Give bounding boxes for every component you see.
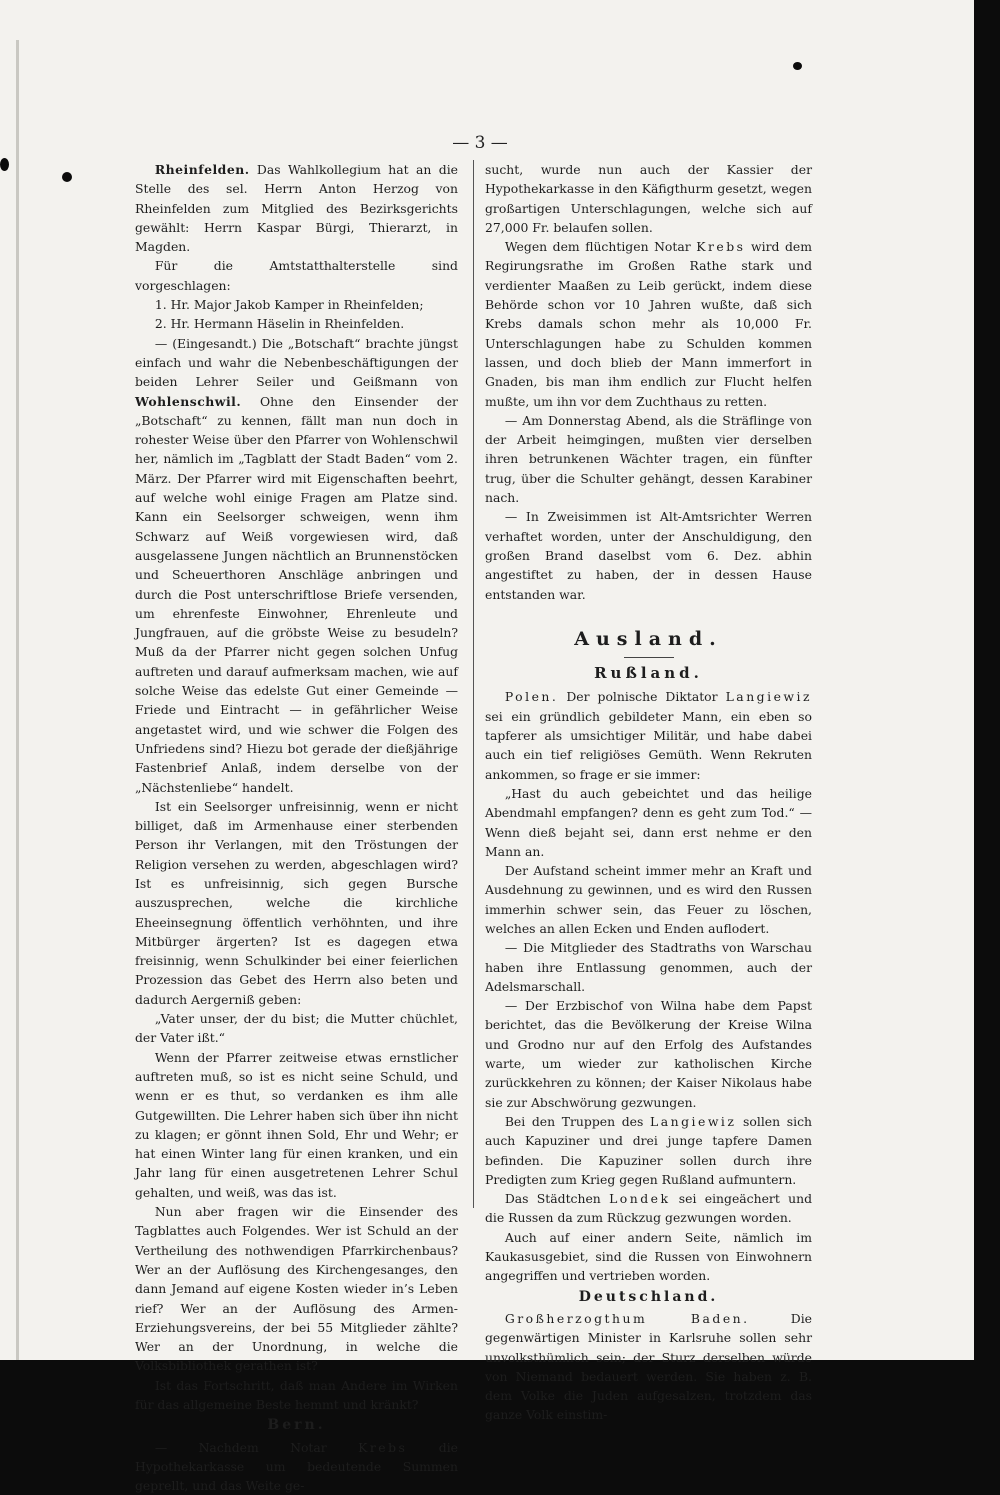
paragraph: Wenn der Pfarrer zeitweise etwas ernstlicher auftreten muß, so ist es nicht seine Schuld, und wenn er es thut, so verdanken es ihm alle Gutgewillten. Die Lehrer haben sich über ihn nicht zu klagen; er gönnt ihnen Sold, Ehr und Wehr; er hat einen Winter lang für einen kranken, und ein Jahr lang für einen ausgetretenen Lehrer Schul gehalten, und weiß, was das ist. [135, 1049, 458, 1200]
paragraph: Bei den Truppen des Langiewiz sollen sich auch Kapuziner und drei junge tapfere Damen befinden. Die Kapuziner sollen durch ihre Predigten zum Krieg gegen Rußland aufmuntern. [485, 1113, 812, 1187]
right-column [485, 160, 812, 1425]
paragraph: sucht, wurde nun auch der Kassier der Hypothekarkasse in den Käfigthurm gesetzt, wegen großartigen Unterschlagungen, welche sich auf 27,000 Fr. belaufen sollen. [485, 162, 812, 235]
name-spaced: Langiewiz [650, 1113, 737, 1129]
paragraph: — Der Erzbischof von Wilna habe dem Papst berichtet, das die Bevölkerung der Kreise Wilna und Grodno nur auf den Erfolg des Aufstandes warte, um wieder zur katholischen Kirche zurückkehren zu können; der Kaiser Nikolaus habe sie zur Abschwörung gezwungen. [485, 998, 812, 1110]
quote: „Vater unser, der du bist; die Mutter chüchlet, der Vater ißt.“ [135, 1011, 458, 1046]
paragraph: Ist das Fortschritt, daß man Andere im Wirken für das allgemeine Beste hemmt und kränkt? [135, 1377, 458, 1412]
place-heading: Rheinfelden. [154, 162, 250, 177]
name-spaced: Langiewiz [725, 689, 812, 705]
binding-hole [0, 158, 9, 171]
place-heading: Wohlenschwil. [135, 393, 242, 409]
name-spaced: Krebs [358, 1439, 408, 1455]
page-number: — 3 — [452, 133, 508, 153]
article-rheinfelden: Rheinfelden. Das Wahlkollegium hat an die Stelle des sel. Herrn Anton Herzog von Rheinfelden zum Mitglied des Bezirksgerichts gewählt: Herrn Kaspar Bürgi, Thierarzt, in Magden. [135, 162, 458, 255]
column-divider [473, 160, 474, 1208]
paragraph: Ist ein Seelsorger unfreisinnig, wenn er nicht billiget, daß im Armenhause einer sterbenden Person ihr Verlangen, mit den Tröstungen der Religion versehen zu werden, abgeschlagen wird? Ist es unfreisinnig, sich gegen Bursche auszusprechen, welche die kirchliche Eheeinsegnung öffentlich verhöhnten, und ihre Mitbürger ärgerten? Ist es dagegen etwa freisinnig, wenn Schulkinder bei einer feierlichen Prozession das Gebet des Herrn also beten und dadurch Aergerniß geben: [135, 798, 458, 1007]
paragraph: — Die Mitglieder des Stadtraths von Warschau haben ihre Entlassung genommen, auch der Adelsmarschall. [485, 940, 812, 994]
paragraph: Nun aber fragen wir die Einsender des Tagblattes auch Folgendes. Wer ist Schuld an der Vertheilung des nothwendigen Pfarrkirchenbaus? Wer an der Auflösung des Kirchengesanges, den dann Jemand auf eigene Kosten wieder in’s Leben rief? Wer an der Auflösung des Armen-Erziehungsvereins, der bei 55 Mitglieder zählte? Wer an der Unordnung, in welche die Volksbibliothek gerathen ist? [135, 1204, 458, 1374]
left-column [135, 160, 458, 1495]
paragraph: — Am Donnerstag Abend, als die Sträflinge von der Arbeit heimgingen, mußten vier derselben ihren betrunkenen Wächter tragen, ein fünfter trug, über die Schulter gehängt, dessen Karabiner nach. [485, 412, 812, 506]
paragraph: Für die Amtstatthalterstelle sind vorgeschlagen: [135, 258, 458, 293]
paragraph: Wegen dem flüchtigen Notar Krebs wird dem Regirungsrathe im Großen Rathe stark und verdienter Maaßen zu Leib gerückt, indem diese Behörde schon vor 10 Jahren wußte, daß sich Krebs damals schon mehr als 10,000 Fr. Unterschlagungen habe zu Schulden kommen lassen, und doch blieb der Mann immerfort in Gnaden, bis man ihm endlich zur Flucht helfen mußte, um ihn vor dem Zuchthaus zu retten. [485, 239, 812, 409]
heading-rule [624, 657, 674, 658]
article-bern: — Nachdem Notar Krebs die Hypothekarkasse um bedeutende Summen geprellt, und das Weite ge- [135, 1439, 458, 1494]
page-fold-line [16, 40, 19, 1360]
place-heading: Großherzogthum Baden. [504, 1310, 750, 1326]
article-polen: Polen. Der polnische Diktator Langiewiz sei ein gründlich gebildeter Mann, ein eben so tapferer als umsichtiger Militär, und habe dabei auch ein tief religiöses Gemüth. Wenn Rekruten ankommen, so frage er sie immer: [485, 689, 812, 782]
paragraph: Der Aufstand scheint immer mehr an Kraft und Ausdehnung zu gewinnen, und es wird den Russen immerhin schwer sein, das Feuer zu löschen, welches an allen Ecken und Enden auflodert. [485, 863, 812, 936]
quote: „Hast du auch gebeichtet und das heilige Abendmahl empfangen? denn es geht zum Tod.“ — Wenn dieß bejaht sei, dann erst nehme er den Mann an. [485, 785, 812, 859]
place-heading: Polen. [504, 689, 559, 705]
paragraph: Auch auf einer andern Seite, nämlich im Kaukasusgebiet, sind die Russen von Einwohnern angegriffen und vertrieben worden. [485, 1229, 812, 1284]
article-baden: Großherzogthum Baden. Die gegenwärtigen Minister in Karlsruhe sollen sehr unvolksthümlich sein; der Sturz derselben würde von Niemand bedauert werden. Sie haben z. B. dem Volke die Juden aufgesalzen, trotzdem das ganze Volk einstim- [485, 1310, 812, 1423]
paragraph: Das Städtchen Londek sei eingeächert und die Russen da zum Rückzug gezwungen worden. [485, 1191, 812, 1226]
section-heading-ausland: Ausland. [574, 627, 723, 650]
paragraph: — In Zweisimmen ist Alt-Amtsrichter Werren verhaftet worden, unter der Anschuldigung, den großen Brand daselbst vom 6. Dez. abhin angestiftet zu haben, der in dessen Hause entstanden war. [485, 509, 812, 602]
section-heading-bern: Bern. [267, 1417, 326, 1434]
list-item: 2. Hr. Hermann Häselin in Rheinfelden. [154, 316, 405, 332]
article-eingesandt: — (Eingesandt.) Die „Botschaft“ brachte jüngst einfach und wahr die Nebenbeschäftigungen der beiden Lehrer Seiler und Geißmann von Wohlenschwil. Ohne den Einsender der „Botschaft“ zu kennen, fällt man nun doch in rohester Weise über den Pfarrer von Wohlenschwil her, nämlich im „Tagblatt der Stadt Baden“ vom 2. März. Der Pfarrer wird mit Eigenschaften beehrt, auf welche wohl einige Fragen am Platze sind. Kann ein Seelsorger schweigen, wenn ihm Schwarz auf Weiß vorgewiesen wird, daß ausgelassene Jungen nächtlich an Brunnenstöcken und Scheuerthoren Anschläge anbringen und durch die Post unterschriftlose Briefe versenden, um ehrenfeste Einwohner, Ehrenleute und Jungfrauen, auf die gröbste Weise zu besudeln? Muß da der Pfarrer nicht gegen solchen Unfug auftreten und darauf aufmerksam machen, wie auf solche Weise das edelste Gut einer Gemeinde — Friede und Eintracht — in gefährlicher Weise angetastet wird, und wie schwer die Folgen des Unfriedens sind? Hiezu bot gerade der dießjährige Fastenbrief Anlaß, indem derselbe von der „Nächstenliebe“ handelt. [135, 335, 458, 795]
binding-hole [62, 172, 72, 182]
binding-hole [793, 62, 802, 70]
name-spaced: Krebs [696, 239, 746, 255]
section-heading-russland: Rußland. [594, 664, 703, 683]
name-spaced: Londek [609, 1191, 671, 1207]
section-heading-deutschland: Deutschland. [578, 1288, 719, 1305]
list-item: 1. Hr. Major Jakob Kamper in Rheinfelden; [154, 297, 424, 313]
